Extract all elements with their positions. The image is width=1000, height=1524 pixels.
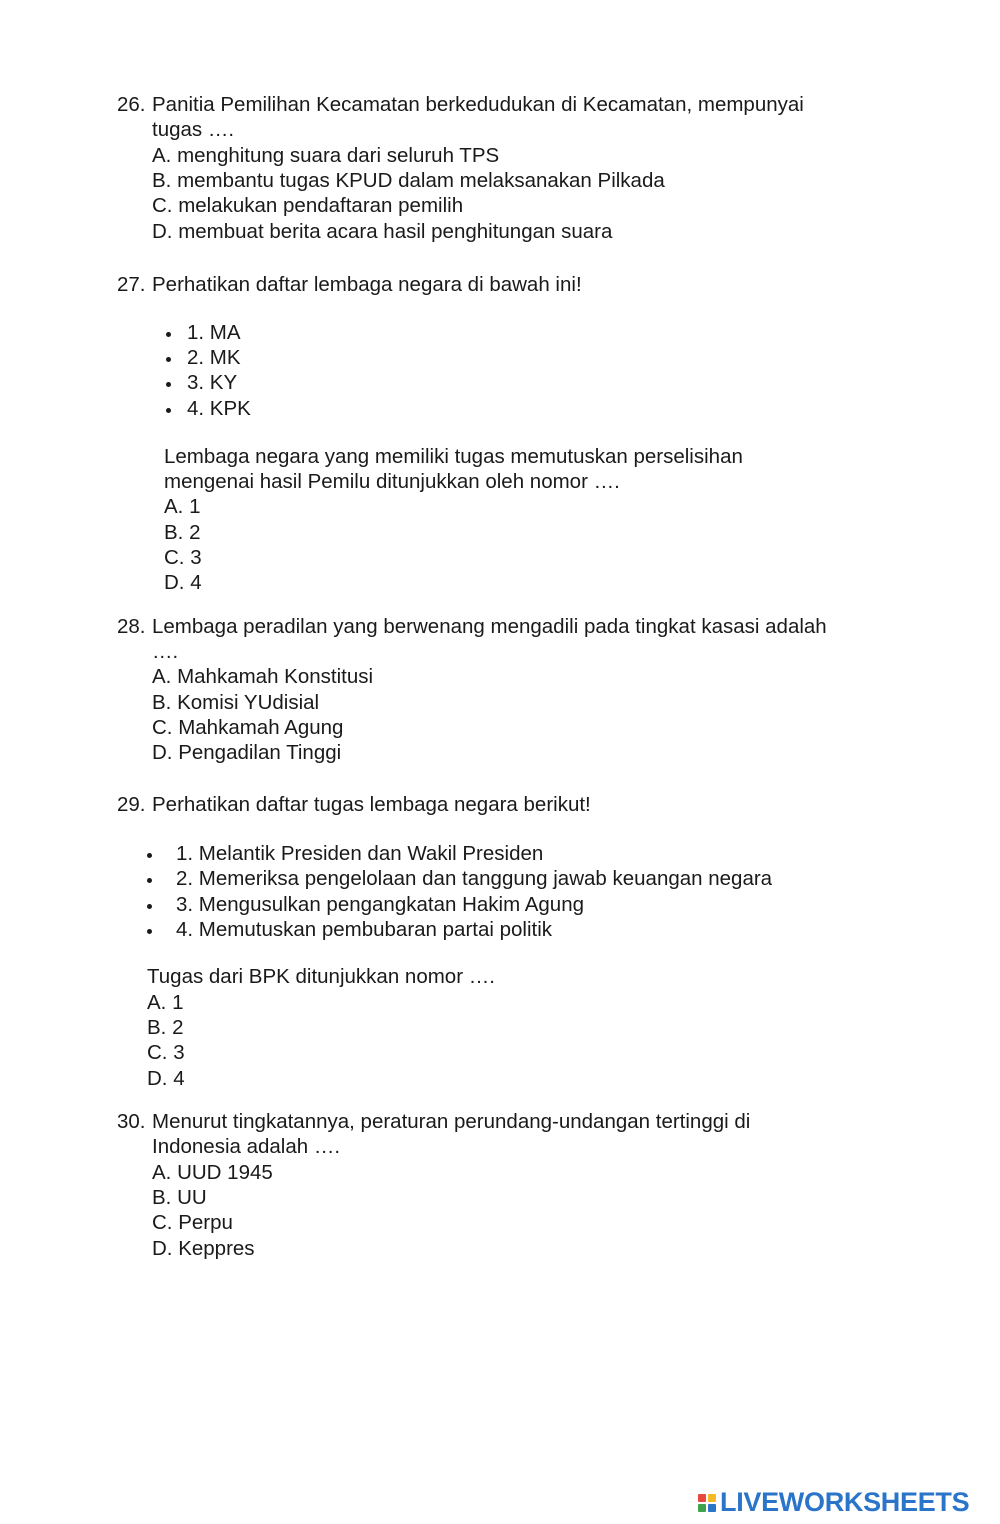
option-c[interactable]: C. 3 (147, 1041, 185, 1064)
list-item: 2. MK (187, 346, 241, 369)
question-stem (152, 1109, 882, 1160)
bullet-dot (166, 357, 171, 362)
brand-name: LIVEWORKSHEETS (720, 1487, 970, 1518)
list-item: 3. Mengusulkan pengangkatan Hakim Agung (176, 893, 585, 916)
list-item: 1. MA (187, 321, 241, 344)
list-item: 4. Memutuskan pembubaran partai politik (176, 918, 553, 941)
logo-cell (708, 1504, 716, 1512)
bullet-dot (147, 853, 152, 858)
liveworksheets-logo[interactable] (698, 1488, 969, 1518)
sub-question-line: Tugas dari BPK ditunjukkan nomor …. (147, 965, 495, 988)
option-b[interactable]: B. 2 (147, 1016, 184, 1039)
question-number: 29. (117, 793, 146, 816)
option-c[interactable]: C. 3 (164, 546, 202, 569)
option-a[interactable]: A. Mahkamah Konstitusi (152, 665, 374, 688)
sub-question-line: Lembaga negara yang memiliki tugas memutuskan perselisihan (164, 445, 743, 468)
bullet-dot (147, 929, 152, 934)
bullet-dot (147, 878, 152, 883)
option-a[interactable]: A. UUD 1945 (152, 1161, 273, 1184)
option-d[interactable]: D. 4 (147, 1067, 185, 1090)
bullet-dot (166, 382, 171, 387)
option-b[interactable]: B. Komisi YUdisial (152, 691, 320, 714)
stem-line: Panitia Pemilihan Kecamatan berkedudukan di Kecamatan, mempunyai (152, 93, 804, 116)
stem-line: Menurut tingkatannya, peraturan perundang-undangan tertinggi di (152, 1110, 751, 1133)
question-number: 26. (117, 93, 146, 116)
stem-line: Indonesia adalah …. (152, 1135, 341, 1159)
option-c[interactable]: C. melakukan pendaftaran pemilih (152, 194, 464, 217)
list-item: 4. KPK (187, 397, 251, 420)
question-stem (152, 614, 882, 665)
stem-line: Perhatikan daftar lembaga negara di bawah ini! (152, 273, 582, 296)
question-number: 30. (117, 1110, 146, 1133)
stem-line: Perhatikan daftar tugas lembaga negara berikut! (152, 793, 591, 816)
list-item: 1. Melantik Presiden dan Wakil Presiden (176, 842, 544, 865)
option-d[interactable]: D. Pengadilan Tinggi (152, 741, 342, 764)
option-a[interactable]: A. 1 (147, 991, 184, 1014)
logo-cell (698, 1504, 706, 1512)
option-b[interactable]: B. 2 (164, 521, 201, 544)
option-d[interactable]: D. membuat berita acara hasil penghitungan suara (152, 220, 613, 243)
bullet-dot (166, 408, 171, 413)
option-c[interactable]: C. Mahkamah Agung (152, 716, 344, 739)
option-a[interactable]: A. 1 (164, 495, 201, 518)
option-d[interactable]: D. Keppres (152, 1237, 255, 1260)
option-a[interactable]: A. menghitung suara dari seluruh TPS (152, 144, 500, 167)
option-b[interactable]: B. membantu tugas KPUD dalam melaksanakan Pilkada (152, 169, 665, 192)
question-number: 27. (117, 273, 146, 296)
option-d[interactable]: D. 4 (164, 571, 202, 594)
logo-icon (698, 1494, 716, 1512)
option-c[interactable]: C. Perpu (152, 1211, 233, 1234)
list-item: 3. KY (187, 371, 238, 394)
stem-line: Lembaga peradilan yang berwenang mengadili pada tingkat kasasi adalah (152, 615, 827, 638)
logo-cell (698, 1494, 706, 1502)
sub-question-line: mengenai hasil Pemilu ditunjukkan oleh nomor …. (164, 470, 620, 493)
logo-cell (708, 1494, 716, 1502)
stem-line: tugas …. (152, 118, 235, 142)
list-item: 2. Memeriksa pengelolaan dan tanggung jawab keuangan negara (176, 867, 773, 890)
question-stem (152, 272, 882, 297)
question-number: 28. (117, 615, 146, 638)
question-stem (152, 92, 882, 143)
bullet-dot (147, 904, 152, 909)
bullet-dot (166, 332, 171, 337)
question-stem (152, 792, 882, 817)
stem-line: …. (152, 640, 179, 664)
option-b[interactable]: B. UU (152, 1186, 207, 1209)
